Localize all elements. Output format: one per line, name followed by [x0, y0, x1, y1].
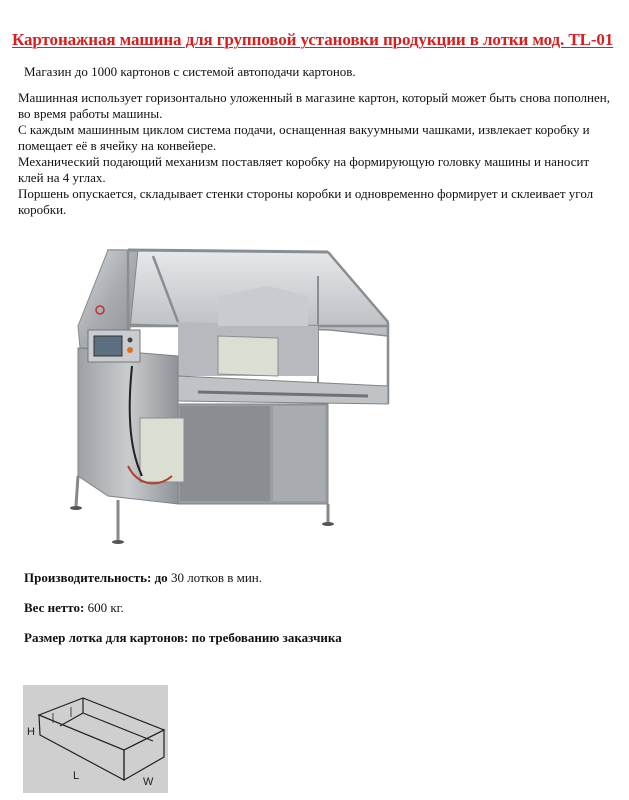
spec-tray-size: [24, 626, 342, 656]
spec-label: Размер лотка для картонов: по требованию заказчика: [24, 630, 342, 645]
description: [18, 90, 616, 218]
spec-label: Производительность: до: [24, 570, 168, 585]
spec-productivity: [24, 566, 342, 596]
spec-label: Вес нетто:: [24, 600, 85, 615]
spec-value: 30 лотков в мин.: [167, 570, 263, 585]
tray-label-l: L: [73, 770, 80, 782]
description-paragraph: С каждым машинным циклом система подачи, оснащенная вакуумными чашками, извлекает коробку и помещает её в ячейку на конвейере.: [18, 122, 590, 153]
specifications: [24, 566, 342, 656]
intro-text: Магазин до 1000 картонов с системой автоподачи картонов.: [24, 64, 356, 79]
tray-label-w: W: [143, 776, 154, 788]
page-title: Картонажная машина для групповой установки продукции в лотки мод. TL-01: [12, 30, 614, 49]
machine-photo: [68, 226, 412, 558]
description-paragraph: Механический подающий механизм поставляет коробку на формирующую головку машины и наносит клей на 4 углах.: [18, 154, 590, 185]
machine-illustration-icon: [68, 226, 412, 558]
tray-box-icon: [23, 685, 168, 793]
description-paragraph: Поршень опускается, складывает стенки стороны коробки и одновременно формирует и склеивает угол коробки.: [18, 186, 594, 217]
spec-value: 600 кг.: [84, 600, 124, 615]
tray-label-h: H: [27, 726, 35, 738]
description-paragraph: Машинная использует горизонтально уложенный в магазине картон, который может быть снова пополнен, во время работы машины.: [18, 90, 610, 121]
spec-weight: [24, 596, 342, 626]
tray-diagram: [23, 685, 168, 793]
